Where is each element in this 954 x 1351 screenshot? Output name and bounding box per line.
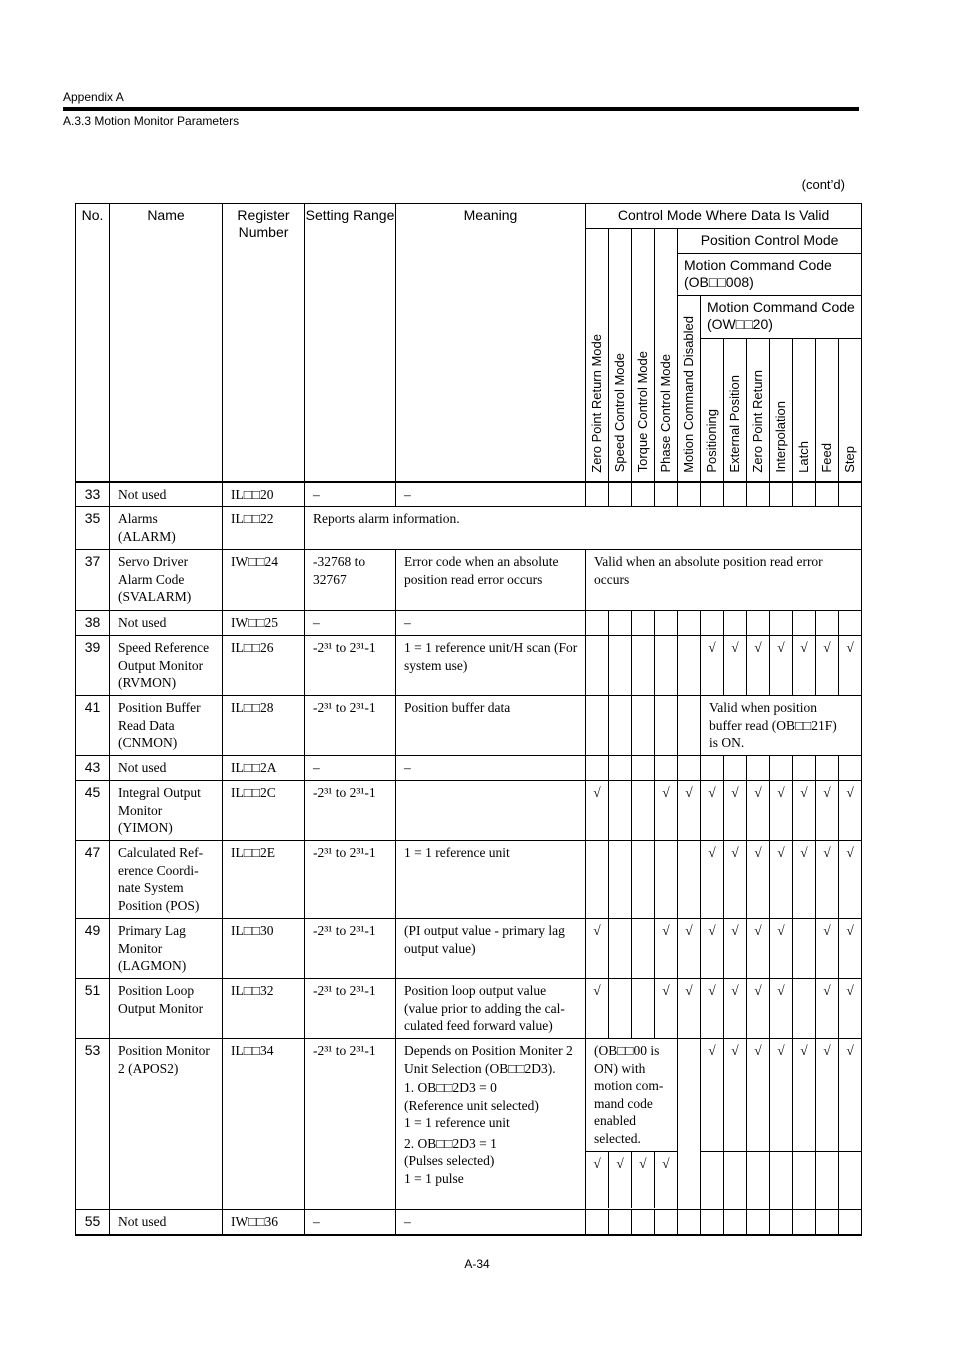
header-name: Name xyxy=(110,204,223,482)
row-name: Primary Lag Monitor (LAGMON) xyxy=(110,919,223,979)
header-mode-3 xyxy=(655,229,678,482)
row-meaning xyxy=(396,1039,586,1210)
table-row xyxy=(76,756,862,781)
check-mark: √ xyxy=(724,636,747,696)
table-row xyxy=(76,611,862,636)
header-motion-command-ob: Motion Command Code (OB□□008) xyxy=(678,254,862,296)
row-note: Reports alarm information. xyxy=(305,507,862,550)
row-setting: -32768 to 32767 xyxy=(305,550,396,611)
row-meaning: – xyxy=(396,1210,586,1235)
table-row xyxy=(76,636,862,696)
header-rule xyxy=(63,107,859,111)
mode-label: Step xyxy=(842,445,858,473)
row-name: Not used xyxy=(110,482,223,507)
check-mark: √ xyxy=(770,636,793,696)
header-mode-1 xyxy=(609,229,632,482)
meaning-text: 1. OB□□2D3 = 0 xyxy=(404,1080,497,1095)
row-register: IL□□34 xyxy=(223,1039,305,1210)
row-name: Alarms (ALARM) xyxy=(110,507,223,550)
row-no: 45 xyxy=(76,781,110,841)
header-register: Register Number xyxy=(223,204,305,482)
row-register: IW□□25 xyxy=(223,611,305,636)
check-mark: √ xyxy=(793,636,816,696)
meaning-text: (Reference unit selected) xyxy=(404,1097,539,1113)
header-mode-2 xyxy=(632,229,655,482)
header-setting: Setting Range xyxy=(305,204,396,482)
page-number: A-34 xyxy=(464,1257,490,1271)
row-setting: – xyxy=(305,482,396,507)
row-name: Integral Output Monitor (YIMON) xyxy=(110,781,223,841)
row-no: 38 xyxy=(76,611,110,636)
header-mode-0 xyxy=(586,229,609,482)
mode-label: Positioning xyxy=(704,408,719,473)
continued-label: (cont’d) xyxy=(801,177,845,192)
check-mark: √ xyxy=(839,636,862,696)
meaning-text: 2. OB□□2D3 = 1 xyxy=(404,1135,497,1151)
section-header: A.3.3 Motion Monitor Parameters xyxy=(63,114,240,128)
mode-label: Latch xyxy=(796,440,811,473)
row-no: 39 xyxy=(76,636,110,696)
row-no: 55 xyxy=(76,1210,110,1235)
mode-label: Zero Point Return xyxy=(750,369,765,473)
mode-label: Interpolation xyxy=(773,400,788,473)
table-row xyxy=(76,550,862,611)
row-name: Not used xyxy=(110,1210,223,1235)
meaning-text: 1 = 1 reference unit xyxy=(404,1115,510,1130)
row-meaning: – xyxy=(396,482,586,507)
row-meaning: Position buffer data xyxy=(396,696,586,756)
row-setting: -2³¹ to 2³¹-1 xyxy=(305,636,396,696)
row-meaning: Error code when an absolute position read error occurs xyxy=(396,550,586,611)
meaning-text: Depends on Position Moniter 2 Unit Selection (OB□□2D3). xyxy=(404,1043,573,1076)
row-register: IL□□28 xyxy=(223,696,305,756)
row-meaning xyxy=(396,781,586,841)
row-meaning: 1 = 1 reference unit/H scan (For system use) xyxy=(396,636,586,696)
row-no: 53 xyxy=(76,1039,110,1210)
check-mark: √ xyxy=(654,1152,677,1208)
row-no: 35 xyxy=(76,507,110,550)
header-mode-4 xyxy=(678,296,701,482)
row-no: 37 xyxy=(76,550,110,611)
row-register: IL□□30 xyxy=(223,919,305,979)
row-name: Position Loop Output Monitor xyxy=(110,979,223,1039)
header-motion-command-ow: Motion Command Code (OW□□20) xyxy=(701,296,862,339)
mode-label: Feed xyxy=(819,442,834,473)
meaning-text: 1 = 1 pulse xyxy=(404,1170,464,1186)
header-no: No. xyxy=(76,204,110,482)
table-row: 53 Position Monitor 2 (APOS2) IL□□34 -2³¹ to 2³¹-1 Depends on Position Moniter 2 Unit Selection (OB□□2D3). 1. OB□□2D3 = 0 (Reference unit selected) 1 = 1 reference unit 2. OB□□2D3 = 1 (Pulses selected) 1 = 1 pulse (OB□□00 is ON) with motion com-mand code enabled selected. √ √ √ √ √ √ √ xyxy=(76,1039,862,1152)
table-row: 45 Integral Output Monitor (YIMON) IL□□2C -2³¹ to 2³¹-1 √ √ √ √ √ √ √ √ √ √ xyxy=(76,781,862,841)
row-setting: -2³¹ to 2³¹-1 xyxy=(305,696,396,756)
table-row xyxy=(76,507,862,550)
check-mark: √ xyxy=(609,1152,632,1208)
check-mark: √ xyxy=(701,636,724,696)
row-register: IL□□22 xyxy=(223,507,305,550)
meaning-text: (Pulses selected) xyxy=(404,1153,495,1168)
mode-label: Speed Control Mode xyxy=(612,353,627,473)
row-setting: -2³¹ to 2³¹-1 xyxy=(305,841,396,919)
row-setting: – xyxy=(305,611,396,636)
check-mark: √ xyxy=(816,636,839,696)
motion-monitor-table xyxy=(75,203,862,1236)
table-row xyxy=(76,482,862,507)
row-setting: -2³¹ to 2³¹-1 xyxy=(305,1039,396,1210)
row-meaning: 1 = 1 reference unit xyxy=(396,841,586,919)
row-register: IL□□20 xyxy=(223,482,305,507)
row-register: IL□□32 xyxy=(223,979,305,1039)
check-mark: √ xyxy=(593,1156,601,1171)
row-meaning: (PI output value - primary lag output value) xyxy=(396,919,586,979)
row-register: IL□□2E xyxy=(223,841,305,919)
row-name: Speed Reference Output Monitor (RVMON) xyxy=(110,636,223,696)
table-row: 47 Calculated Ref-erence Coordi-nate System Position (POS) IL□□2E -2³¹ to 2³¹-1 1 = 1 reference unit √ √ √ √ √ √ √ xyxy=(76,841,862,919)
row-no: 43 xyxy=(76,756,110,781)
row-register: IL□□2A xyxy=(223,756,305,781)
row-no: 41 xyxy=(76,696,110,756)
table-row: 51 Position Loop Output Monitor IL□□32 -2³¹ to 2³¹-1 Position loop output value (value prior to adding the cal-culated feed forward value) √ √ √ √ √ √ √ √ √ xyxy=(76,979,862,1039)
row-register: IW□□24 xyxy=(223,550,305,611)
row-register: IW□□36 xyxy=(223,1210,305,1235)
row-setting: -2³¹ to 2³¹-1 xyxy=(305,781,396,841)
table-row: 49 Primary Lag Monitor (LAGMON) IL□□30 -2³¹ to 2³¹-1 (PI output value - primary lag output value) √ √ √ √ √ √ √ √ √ xyxy=(76,919,862,979)
row-meaning: – xyxy=(396,756,586,781)
row-register: IL□□2C xyxy=(223,781,305,841)
header-control-mode: Control Mode Where Data Is Valid xyxy=(586,204,862,229)
row-setting: -2³¹ to 2³¹-1 xyxy=(305,919,396,979)
mode-label: External Position xyxy=(727,374,742,473)
row-meaning: – xyxy=(396,611,586,636)
row-name: Position Monitor 2 (APOS2) xyxy=(110,1039,223,1210)
check-mark: √ xyxy=(632,1152,655,1208)
row-name: Servo Driver Alarm Code (SVALARM) xyxy=(110,550,223,611)
table-row xyxy=(76,1210,862,1235)
row-valid-note: Valid when an absolute position read error occurs xyxy=(586,550,862,611)
mode-label: Motion Command Disabled xyxy=(681,315,696,473)
row-no: 49 xyxy=(76,919,110,979)
check-mark: √ xyxy=(747,636,770,696)
row-name: Position Buffer Read Data (CNMON) xyxy=(110,696,223,756)
mode-label: Phase Control Mode xyxy=(658,353,673,473)
table-row xyxy=(76,696,862,756)
row-no: 33 xyxy=(76,482,110,507)
mode-label: Zero Point Return Mode xyxy=(589,333,604,473)
row-no: 51 xyxy=(76,979,110,1039)
header-meaning: Meaning xyxy=(396,204,586,482)
row-upper-note: (OB□□00 is ON) with motion com-mand code enabled selected. xyxy=(586,1039,678,1152)
row-no: 47 xyxy=(76,841,110,919)
row-name: Not used xyxy=(110,611,223,636)
row-setting: – xyxy=(305,1210,396,1235)
appendix-header: Appendix A xyxy=(63,90,124,104)
row-register: IL□□26 xyxy=(223,636,305,696)
row-valid-note: Valid when position buffer read (OB□□21F) is ON. xyxy=(701,696,862,756)
row-name: Calculated Ref-erence Coordi-nate System Position (POS) xyxy=(110,841,223,919)
row-meaning: Position loop output value (value prior to adding the cal-culated feed forward value) xyxy=(396,979,586,1039)
row-name: Not used xyxy=(110,756,223,781)
header-position-control-mode: Position Control Mode xyxy=(678,229,862,254)
row-setting: -2³¹ to 2³¹-1 xyxy=(305,979,396,1039)
mode-label: Torque Control Mode xyxy=(635,351,650,473)
row-setting: – xyxy=(305,756,396,781)
